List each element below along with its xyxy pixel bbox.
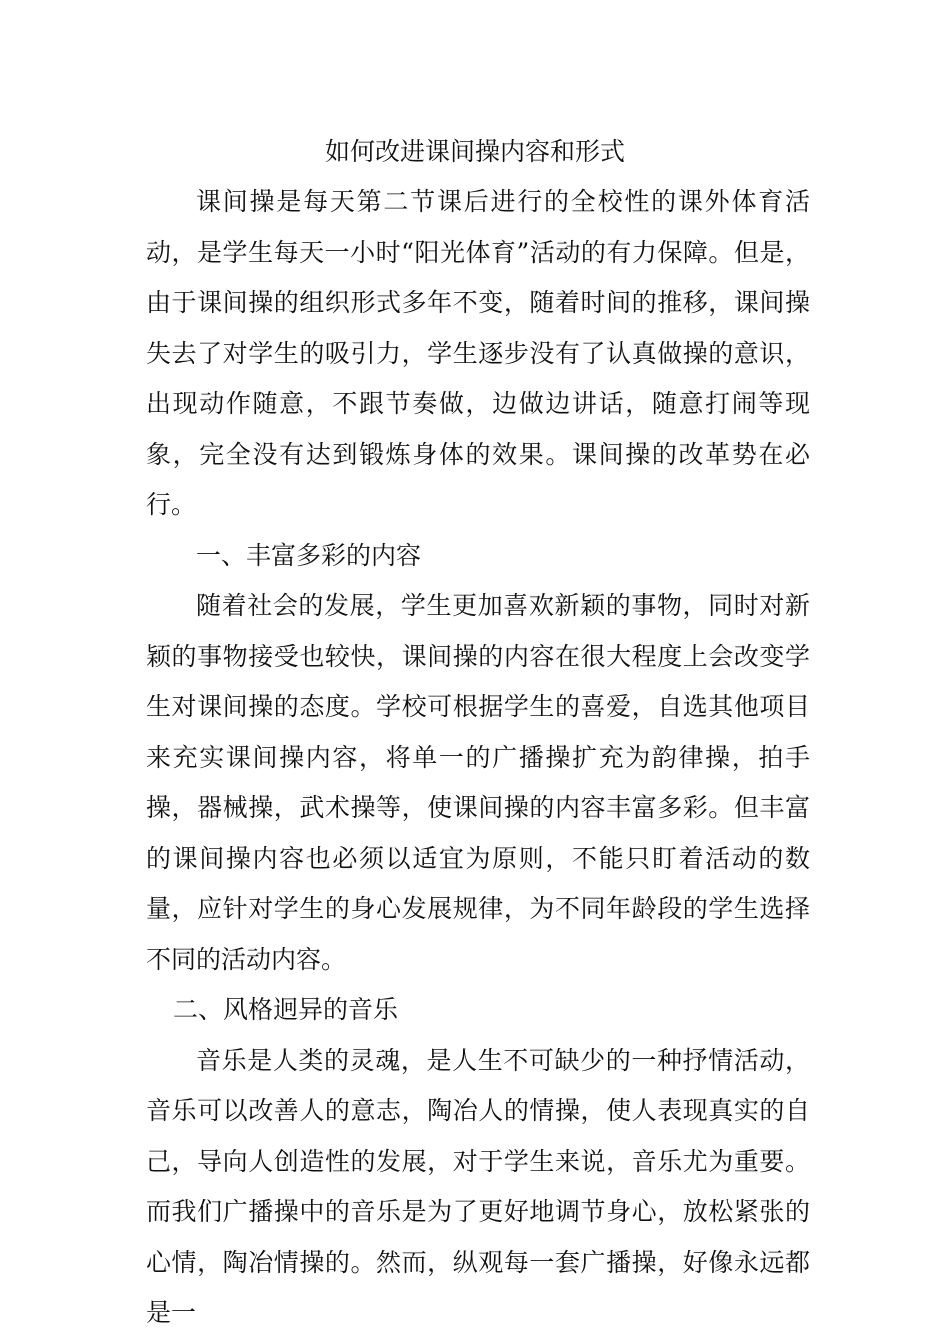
section-heading-content: 一、丰富多彩的内容 [196,540,422,570]
document-title: 如何改进课间操内容和形式 [324,137,625,166]
section-paragraph-content: 随着社会的发展，学生更加喜欢新颖的事物，同时对新颖的事物接受也较快，课间操的内容在很大程度上会改变学生对课间操的态度。学校可根据学生的喜爱，自选其他项目来充实课间操内容，将单一的广播操扩充为韵律操，拍手操，器械操，武术操等，使课间操的内容丰富多彩。但丰富的课间操内容也必须以适宜为原则，不能只盯着活动的数量，应针对学生的身心发展规律，为不同年龄段的学生选择不同的活动内容。 [146,591,810,974]
section-heading-music: 二、风格迥异的音乐 [173,995,399,1024]
document-body [146,177,810,1339]
intro-paragraph: 课间操是每天第二节课后进行的全校性的课外体育活动，是学生每天一小时“阳光体育”活动的有力保障。但是，由于课间操的组织形式多年不变，随着时间的推移，课间操失去了对学生的吸引力，学生逐步没有了认真做操的意识，出现动作随意，不跟节奏做，边做边讲话，随意打闹等现象，完全没有达到锻炼身体的效果。课间操的改革势在必行。 [146,187,810,519]
section-paragraph-music: 音乐是人类的灵魂，是人生不可缺少的一种抒情活动，音乐可以改善人的意志，陶冶人的情操，使人表现真实的自己，导向人创造性的发展，对于学生来说，音乐尤为重要。而我们广播操中的音乐是为了更好地调节身心，放松紧张的心情，陶冶情操的。然而，纵观每一套广播操，好像永远都是一 [146,1045,810,1327]
